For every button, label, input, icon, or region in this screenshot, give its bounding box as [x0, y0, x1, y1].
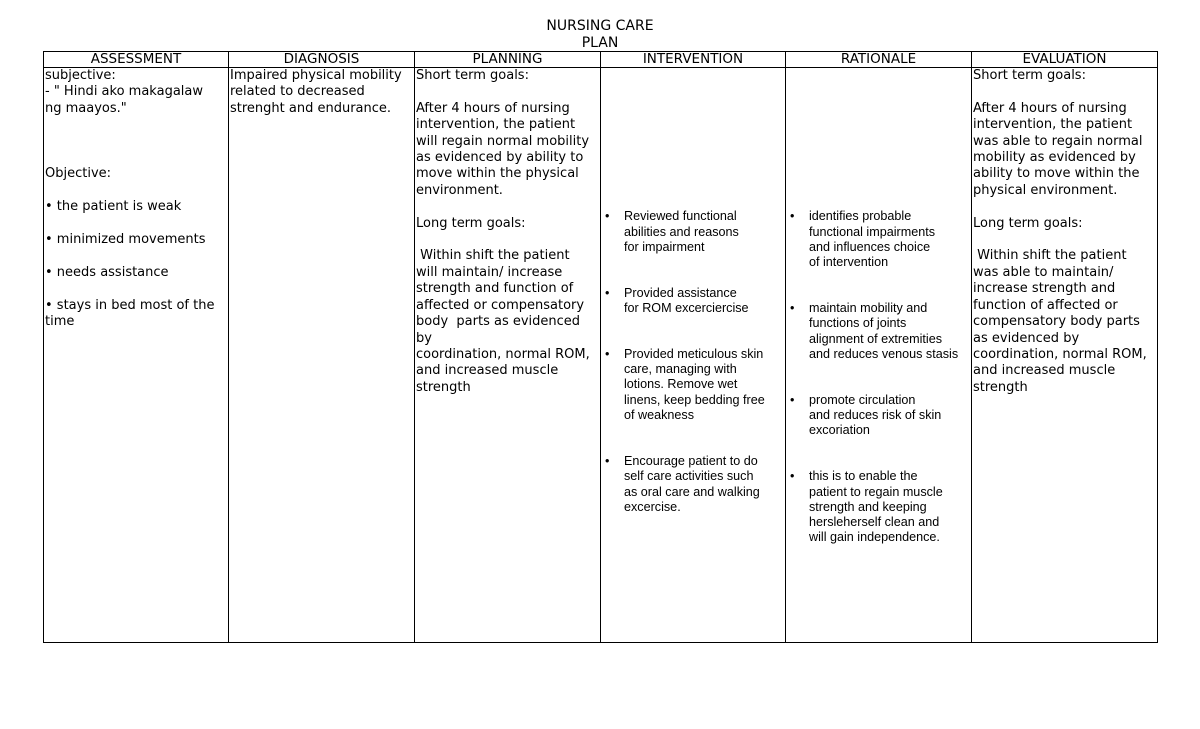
rationale-item-3: promote circulation and reduces risk of skin excoriation — [809, 392, 942, 438]
evaluation-header: EVALUATION — [972, 52, 1158, 68]
diagnosis-cell — [229, 68, 415, 643]
diagnosis-header: DIAGNOSIS — [229, 52, 415, 68]
list-item — [602, 454, 784, 515]
header-row — [44, 52, 1158, 68]
bullet: • — [790, 469, 795, 484]
list-item — [602, 286, 784, 317]
intervention-item-3: Provided meticulous skin care, managing with lotions. Remove wet linens, keep bedding free of weakness — [624, 346, 765, 423]
intervention-cell — [601, 68, 786, 643]
list-item — [787, 209, 970, 270]
rationale-header: RATIONALE — [786, 52, 972, 68]
document-title-line-2: PLAN — [581, 35, 619, 51]
bullet: • — [605, 346, 610, 361]
list-item — [602, 347, 784, 423]
table-row — [44, 68, 1158, 643]
list-item — [787, 469, 970, 545]
rationale-item-1: identifies probable functional impairments and influences choice of intervention — [809, 209, 935, 270]
planning-header: PLANNING — [415, 52, 601, 68]
intervention-header: INTERVENTION — [601, 52, 786, 68]
evaluation-cell — [972, 68, 1158, 643]
bullet: • — [605, 209, 610, 224]
intervention-item-2: Provided assistance for ROM excerciercise — [624, 285, 749, 315]
bullet: • — [790, 209, 795, 224]
bullet: • — [605, 453, 610, 468]
list-item — [787, 393, 970, 439]
rationale-list — [787, 179, 970, 577]
planning-cell — [415, 68, 601, 643]
list-item — [787, 301, 970, 362]
assessment-cell — [44, 68, 229, 643]
assessment-text: subjective: - " Hindi ako makagalaw ng maayos." Objective: • the patient is weak • minimized movements • needs assistance • stays in bed most of the time — [45, 68, 215, 330]
intervention-item-4: Encourage patient to do self care activities such as oral care and walking excercise. — [624, 453, 760, 514]
planning-text: Short term goals: After 4 hours of nursing intervention, the patient will regain normal mobility as evidenced by ability to move within the physical environment. Long term goals: Within shift the patient will maintain/ increase strength and function of affected or compensatory body parts as evidenced by coordination, normal ROM, and increased muscle strength — [416, 68, 590, 395]
list-item — [602, 209, 784, 255]
intervention-list — [602, 179, 784, 546]
intervention-item-1: Reviewed functional abilities and reasons for impairment — [624, 209, 739, 254]
evaluation-text: Short term goals: After 4 hours of nursing intervention, the patient was able to regain normal mobility as evidenced by ability to move within the physical environment. Long term goals: Within shift the patient was able to maintain/ increase strength and function of affected or compensatory body parts as evidenced by coordination, normal ROM, and increased muscle strength — [973, 68, 1147, 395]
rationale-item-4: this is to enable the patient to regain muscle strength and keeping hersleherself clean and will gain independence. — [809, 469, 943, 545]
bullet: • — [790, 392, 795, 407]
rationale-cell — [786, 68, 972, 643]
rationale-item-2: maintain mobility and functions of joints alignment of extremities and reduces venous stasis — [809, 301, 959, 361]
document-title-line-1: NURSING CARE — [546, 18, 654, 34]
nursing-care-plan-table — [43, 51, 1158, 643]
bullet: • — [605, 285, 610, 300]
diagnosis-text: Impaired physical mobility related to decreased strenght and endurance. — [230, 68, 402, 116]
bullet: • — [790, 301, 795, 315]
assessment-header: ASSESSMENT — [44, 52, 229, 68]
